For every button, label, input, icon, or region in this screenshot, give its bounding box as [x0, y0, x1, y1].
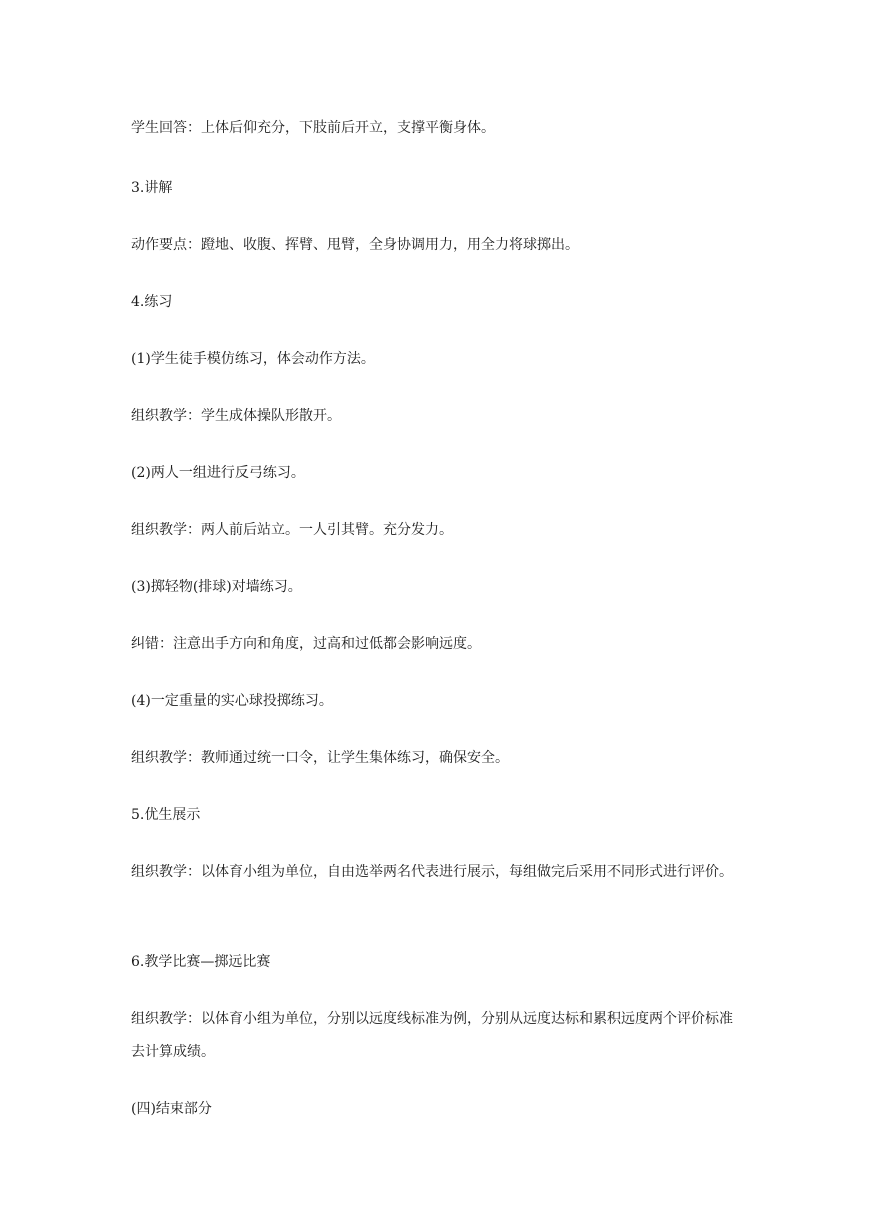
- paragraph-organization-4: 组织教学：以体育小组为单位，自由选举两名代表进行展示，每组做完后采用不同形式进行评价。: [131, 864, 733, 880]
- paragraph-action-points: 动作要点：蹬地、收腹、挥臂、甩臂，全身协调用力，用全力将球掷出。: [131, 237, 579, 253]
- heading-showcase: 5.优生展示: [131, 807, 201, 823]
- paragraph-practice-2: (2)两人一组进行反弓练习。: [131, 465, 305, 481]
- paragraph-correction: 纠错：注意出手方向和角度，过高和过低都会影响远度。: [131, 636, 481, 652]
- paragraph-practice-1: (1)学生徒手模仿练习，体会动作方法。: [131, 351, 375, 367]
- paragraph-student-answer: 学生回答：上体后仰充分，下肢前后开立，支撑平衡身体。: [131, 120, 495, 136]
- paragraph-organization-5: 组织教学：以体育小组为单位，分别以远度线标准为例，分别从远度达标和累积远度两个评价标准去计算成绩。: [131, 1011, 733, 1060]
- heading-closing-part: (四)结束部分: [131, 1101, 212, 1117]
- paragraph-practice-3: (3)掷轻物(排球)对墙练习。: [131, 579, 302, 595]
- heading-practice: 4.练习: [131, 294, 173, 310]
- paragraph-organization-1: 组织教学：学生成体操队形散开。: [131, 408, 341, 424]
- heading-competition: 6.教学比赛—掷远比赛: [131, 954, 271, 970]
- paragraph-organization-2: 组织教学：两人前后站立。一人引其臂。充分发力。: [131, 522, 453, 538]
- heading-explanation: 3.讲解: [131, 180, 173, 196]
- paragraph-practice-4: (4)一定重量的实心球投掷练习。: [131, 693, 333, 709]
- paragraph-organization-3: 组织教学：教师通过统一口令，让学生集体练习，确保安全。: [131, 750, 509, 766]
